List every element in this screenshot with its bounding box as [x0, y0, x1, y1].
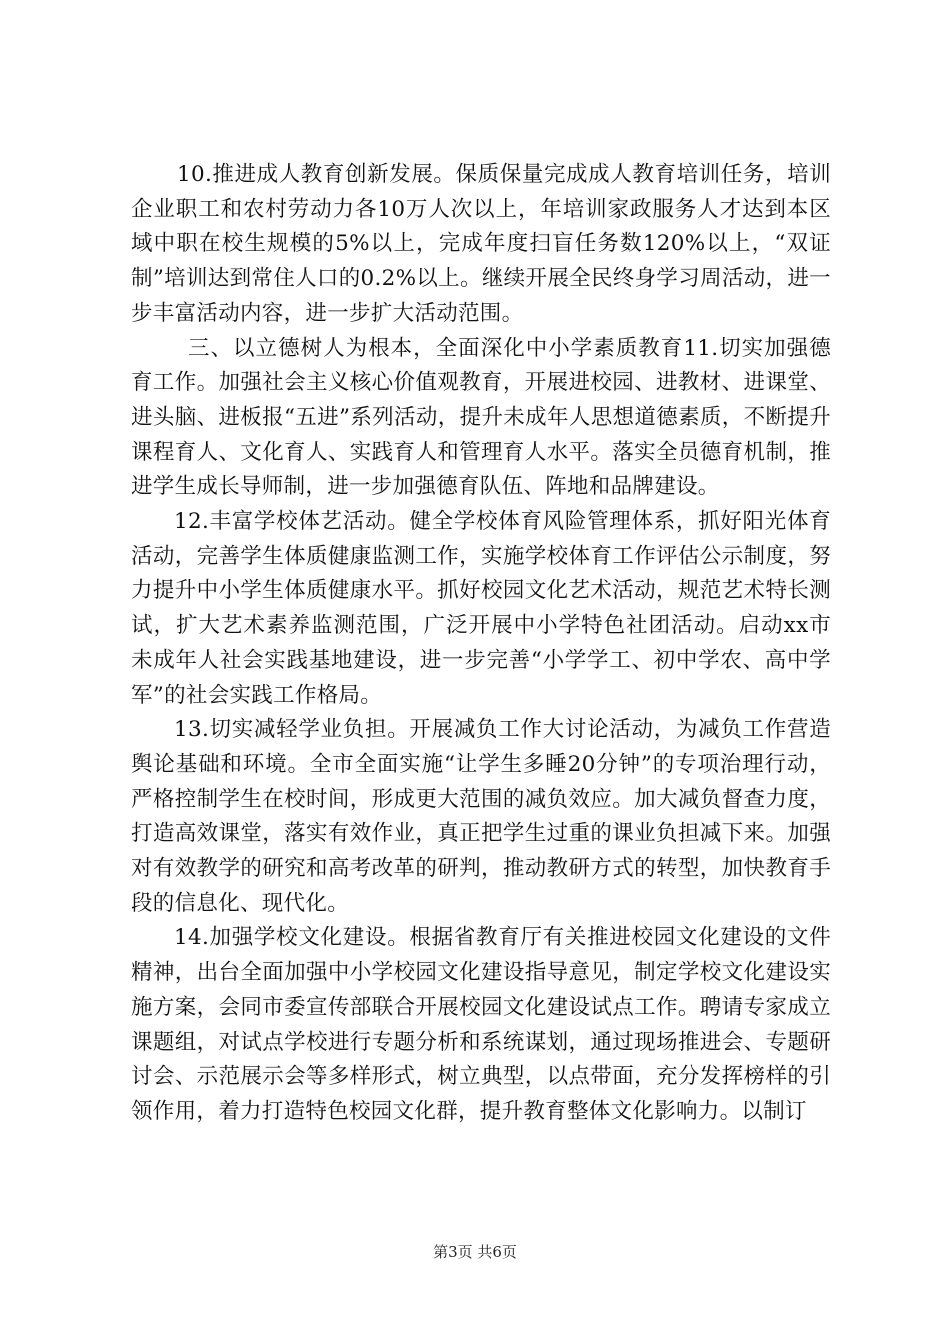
page-footer: 第3页 共6页 — [433, 1243, 517, 1261]
paragraph-reduce-burden: 13.切实减轻学业负担。开展减负工作大讨论活动，为减负工作营造舆论基础和环境。全市全面实施“让学生多睡20分钟”的专项治理行动，严格控制学生在校时间，形成更大范围的减负效应。加大减负督查力度，打造高效课堂，落实有效作业，真正把学生过重的课业负担减下来。加强对有效教学的研究和高考改革的研判，推动教研方式的转型，加快教育手段的信息化、现代化。 — [131, 717, 831, 916]
paragraph-school-culture: 14.加强学校文化建设。根据省教育厅有关推进校园文化建设的文件精神，出台全面加强中小学校园文化建设指导意见，制定学校文化建设实施方案，会同市委宣传部联合开展校园文化建设试点工作。聘请专家成立课题组，对试点学校进行专题分析和系统谋划，通过现场推进会、专题研讨会、示范展示会等多样形式，树立典型，以点带面，充分发挥榜样的引领作用，着力打造特色校园文化群，提升教育整体文化影响力。以制订 — [131, 925, 831, 1124]
paragraph-moral-education: 三、以立德树人为根本，全面深化中小学素质教育11.切实加强德育工作。加强社会主义核心价值观教育，开展进校园、进教材、进课堂、进头脑、进板报“五进”系列活动，提升未成年人思想道德素质，不断提升课程育人、文化育人、实践育人和管理育人水平。落实全员德育机制，推进学生成长导师制，进一步加强德育队伍、阵地和品牌建设。 — [131, 335, 831, 500]
document-body — [131, 158, 831, 1130]
paragraph-sports-arts: 12.丰富学校体艺活动。健全学校体育风险管理体系，抓好阳光体育活动，完善学生体质健康监测工作，实施学校体育工作评估公示制度，努力提升中小学生体质健康水平。抓好校园文化艺术活动，规范艺术特长测试，扩大艺术素养监测范围，广泛开展中小学特色社团活动。启动xx市未成年人社会实践基地建设，进一步完善“小学学工、初中学农、高中学军”的社会实践工作格局。 — [131, 509, 831, 708]
paragraph-adult-education: 10.推进成人教育创新发展。保质保量完成成人教育培训任务，培训企业职工和农村劳动力各10万人次以上，年培训家政服务人才达到本区域中职在校生规模的5%以上，完成年度扫盲任务数120%以上，“双证制”培训达到常住人口的0.2%以上。继续开展全民终身学习周活动，进一步丰富活动内容，进一步扩大活动范围。 — [131, 162, 831, 326]
